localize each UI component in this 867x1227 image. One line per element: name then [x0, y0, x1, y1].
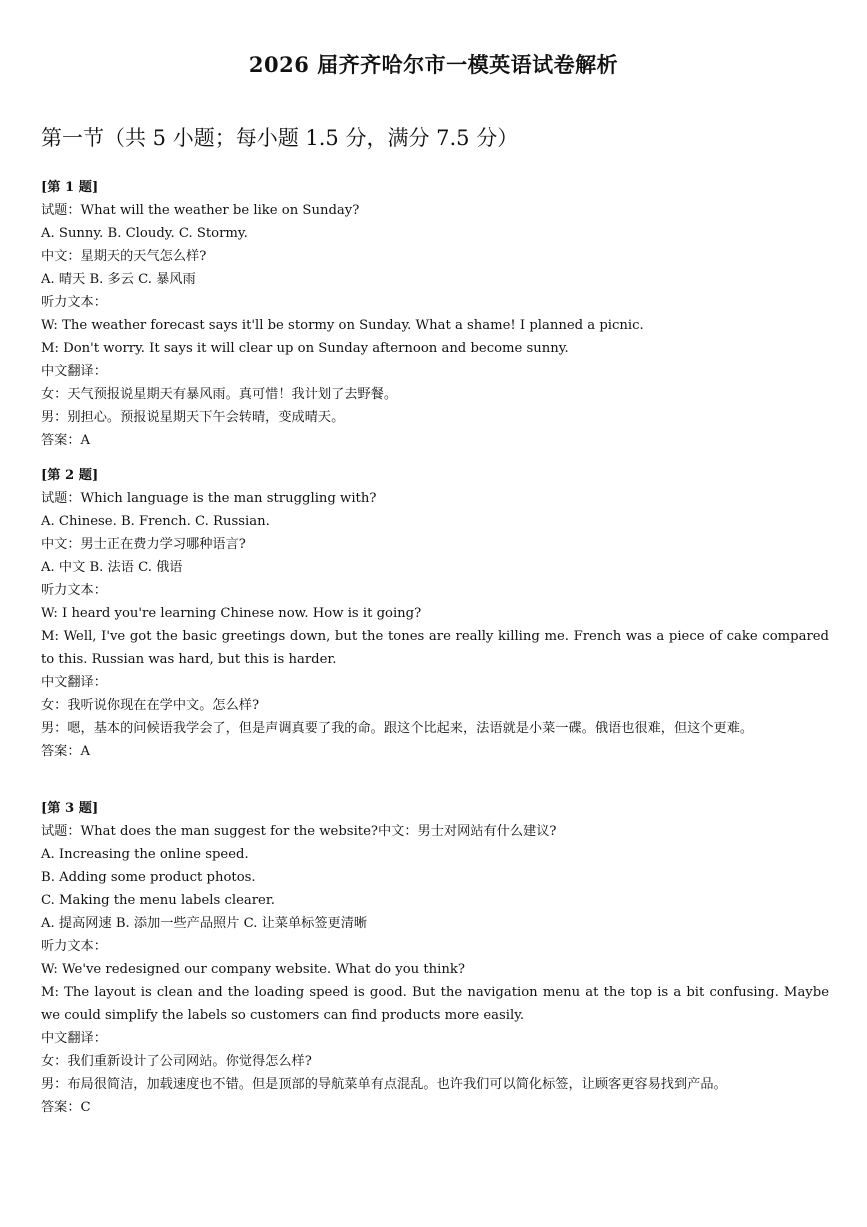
translation-label: 中文翻译： [41, 1031, 107, 1046]
dialogue-line-m: M: The layout is clean and the loading speed is good. But the navigation menu at the top is a bit confusing. Maybe we could simplify the labels so customers can find products more easily. [41, 985, 829, 1023]
question-options-en: A. Sunny. B. Cloudy. C. Stormy. [41, 226, 248, 241]
question-option-b: B. Adding some product photos. [41, 870, 256, 885]
question-number: [第 3 题] [41, 801, 99, 816]
answer: 答案：A [41, 433, 91, 448]
question-text-cn: 中文：男士正在费力学习哪种语言? [41, 537, 246, 552]
translation-label: 中文翻译： [41, 364, 107, 379]
question-option-c: C. Making the menu labels clearer. [41, 893, 275, 908]
dialogue-line-w: W: I heard you're learning Chinese now. How is it going? [41, 606, 422, 621]
question-block-3 [41, 797, 829, 1119]
translation-line-m: 男：嗯，基本的问候语我学会了，但是声调真要了我的命。跟这个比起来，法语就是小菜一碟。俄语也很难，但这个更难。 [41, 721, 754, 736]
question-option-a: A. Increasing the online speed. [41, 847, 249, 862]
listening-label: 听力文本： [41, 583, 107, 598]
translation-label: 中文翻译： [41, 675, 107, 690]
question-text: 试题：Which language is the man struggling with? [41, 491, 377, 506]
dialogue-line-m: M: Don't worry. It says it will clear up on Sunday afternoon and become sunny. [41, 341, 569, 356]
question-block-2 [41, 464, 829, 763]
document-title: 2026 届齐齐哈尔市一模英语试卷解析 [248, 52, 619, 77]
answer: 答案：A [41, 744, 91, 759]
listening-label: 听力文本： [41, 295, 107, 310]
translation-line-w: 女：我们重新设计了公司网站。你觉得怎么样? [41, 1054, 312, 1069]
question-number: [第 1 题] [41, 180, 99, 195]
section-heading: 第一节（共 5 小题；每小题 1.5 分，满分 7.5 分） [41, 126, 519, 150]
question-text-cn: 中文：星期天的天气怎么样? [41, 249, 207, 264]
translation-line-m: 男：别担心。预报说星期天下午会转晴，变成晴天。 [41, 410, 345, 425]
dialogue-line-m: M: Well, I've got the basic greetings down, but the tones are really killing me. French was a piece of cake compared to this. Russian was hard, but this is harder. [41, 629, 829, 667]
question-number: [第 2 题] [41, 468, 99, 483]
question-options-cn: A. 提高网速 B. 添加一些产品照片 C. 让菜单标签更清晰 [41, 916, 368, 931]
question-text: 试题：What will the weather be like on Sunday? [41, 203, 360, 218]
dialogue-line-w: W: The weather forecast says it'll be stormy on Sunday. What a shame! I planned a picnic. [41, 318, 644, 333]
listening-label: 听力文本： [41, 939, 107, 954]
question-options-en: A. Chinese. B. French. C. Russian. [41, 514, 270, 529]
question-block-1 [41, 176, 829, 452]
dialogue-line-w: W: We've redesigned our company website. What do you think? [41, 962, 465, 977]
question-options-cn: A. 中文 B. 法语 C. 俄语 [41, 560, 183, 575]
translation-line-w: 女：我听说你现在在学中文。怎么样? [41, 698, 260, 713]
question-text: 试题：What does the man suggest for the website?中文：男士对网站有什么建议? [41, 824, 557, 839]
translation-line-m: 男：布局很简洁，加载速度也不错。但是顶部的导航菜单有点混乱。也许我们可以简化标签，让顾客更容易找到产品。 [41, 1077, 727, 1092]
question-options-cn: A. 晴天 B. 多云 C. 暴风雨 [41, 272, 196, 287]
translation-line-w: 女：天气预报说星期天有暴风雨。真可惜！我计划了去野餐。 [41, 387, 398, 402]
answer: 答案：C [41, 1100, 91, 1115]
